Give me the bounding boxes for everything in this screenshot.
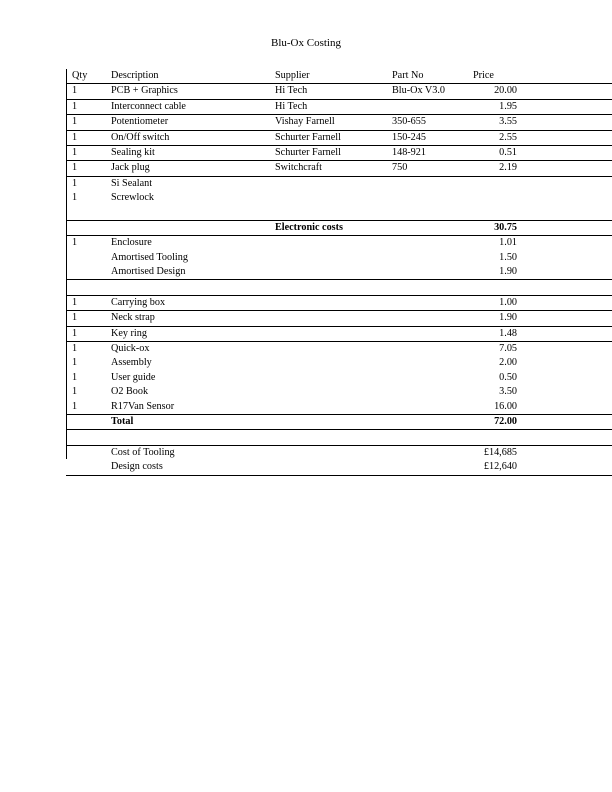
cell-qty: 1	[72, 192, 78, 204]
cell-price: 1.50	[499, 251, 517, 263]
table-row	[66, 177, 612, 191]
cell-description: Interconnect cable	[111, 100, 186, 112]
header-qty: Qty	[72, 70, 88, 81]
table-row	[66, 191, 612, 205]
cell-description: Key ring	[111, 327, 147, 339]
cell-qty: 1	[72, 177, 78, 189]
cell-price: 0.50	[499, 371, 517, 383]
table-row	[66, 342, 612, 356]
table-row	[66, 446, 612, 460]
cell-supplier: Schurter Farnell	[275, 146, 341, 158]
table-row	[66, 371, 612, 385]
electronic-costs-row	[66, 221, 612, 236]
cell-supplier: Switchcraft	[275, 162, 322, 174]
cell-price: 1.01	[499, 237, 517, 249]
cell-price: 2.55	[499, 131, 517, 143]
cell-qty: 1	[72, 357, 78, 369]
cell-description: Sealing kit	[111, 146, 155, 158]
table-row	[66, 296, 612, 311]
header-price: Price	[473, 70, 494, 81]
cell-price: £14,685	[483, 446, 517, 458]
cell-description: Assembly	[111, 357, 152, 369]
electronic-costs-label: Electronic costs	[275, 221, 343, 233]
cell-description: Cost of Tooling	[111, 446, 175, 458]
cell-description: Amortised Tooling	[111, 251, 188, 263]
cell-qty: 1	[72, 327, 78, 339]
cell-description: On/Off switch	[111, 131, 170, 143]
cell-supplier: Schurter Farnell	[275, 131, 341, 143]
cell-part-no: 750	[392, 162, 408, 174]
cell-part-no: 150-245	[392, 131, 426, 143]
page-title: Blu-Ox Costing	[271, 37, 341, 49]
cell-description: O2 Book	[111, 386, 149, 398]
cell-qty: 1	[72, 237, 78, 249]
cell-price: 0.51	[499, 146, 517, 158]
cell-price: 1.90	[499, 266, 517, 278]
cell-price: 3.55	[499, 116, 517, 128]
cell-qty: 1	[72, 312, 78, 324]
cell-description: Enclosure	[111, 237, 152, 249]
header-description: Description	[111, 70, 159, 81]
cell-qty: 1	[72, 131, 78, 143]
table-row	[66, 100, 612, 115]
table-row	[66, 385, 612, 399]
cell-description: Quick-ox	[111, 343, 150, 355]
cell-description: Design costs	[111, 461, 163, 473]
table-row	[66, 280, 612, 295]
cell-description: Jack plug	[111, 162, 150, 174]
cell-description: Potentiometer	[111, 116, 169, 128]
cell-price: 1.95	[499, 100, 517, 112]
cell-description: Screwlock	[111, 192, 154, 204]
table-row	[66, 460, 612, 475]
cell-price: 2.19	[499, 162, 517, 174]
cell-description: Neck strap	[111, 312, 155, 324]
cell-supplier: Hi Tech	[275, 100, 308, 112]
cell-description: User guide	[111, 371, 156, 383]
cell-qty: 1	[72, 100, 78, 112]
table-row	[66, 326, 612, 342]
cell-price: £12,640	[483, 461, 517, 473]
total-value: 72.00	[494, 415, 517, 427]
cell-qty: 1	[72, 146, 78, 158]
cell-price: 7.05	[499, 343, 517, 355]
cell-supplier: Vishay Farnell	[275, 116, 335, 128]
table-row	[66, 251, 612, 265]
table-row	[66, 236, 612, 250]
table-row	[66, 400, 612, 415]
cell-qty: 1	[72, 400, 78, 412]
cell-description: Carrying box	[111, 296, 166, 308]
table-row	[66, 115, 612, 129]
cell-qty: 1	[72, 85, 78, 97]
cell-qty: 1	[72, 162, 78, 174]
cell-qty: 1	[72, 386, 78, 398]
table-row	[66, 84, 612, 99]
cell-part-no: Blu-Ox V3.0	[392, 85, 446, 97]
cell-description: R17Van Sensor	[111, 400, 175, 412]
total-label: Total	[111, 415, 134, 427]
cell-description: PCB + Graphics	[111, 85, 178, 97]
cell-part-no: 350-655	[392, 116, 426, 128]
cell-qty: 1	[72, 343, 78, 355]
table-row	[66, 145, 612, 160]
table-row	[66, 160, 612, 176]
total-row	[66, 415, 612, 429]
cell-supplier: Hi Tech	[275, 85, 308, 97]
cell-price: 1.90	[499, 312, 517, 324]
table-row	[66, 265, 612, 280]
cell-qty: 1	[72, 371, 78, 383]
cell-price: 1.48	[499, 327, 517, 339]
electronic-costs-value: 30.75	[494, 221, 517, 233]
cell-price: 1.00	[499, 296, 517, 308]
cell-qty: 1	[72, 116, 78, 128]
cell-price: 3.50	[499, 386, 517, 398]
table-header-row	[66, 69, 612, 84]
costing-table	[66, 69, 612, 476]
cell-price: 2.00	[499, 357, 517, 369]
cell-description: Si Sealant	[111, 177, 153, 189]
table-row	[66, 356, 612, 370]
header-supplier: Supplier	[275, 70, 310, 81]
table-row	[66, 130, 612, 145]
table-row	[66, 429, 612, 445]
cell-description: Amortised Design	[111, 266, 186, 278]
table-row	[66, 206, 612, 221]
cell-price: 20.00	[494, 85, 517, 97]
cell-part-no: 148-921	[392, 146, 426, 158]
cell-qty: 1	[72, 296, 78, 308]
table-row	[66, 311, 612, 325]
cell-price: 16.00	[494, 400, 517, 412]
header-part-no: Part No	[392, 70, 424, 81]
